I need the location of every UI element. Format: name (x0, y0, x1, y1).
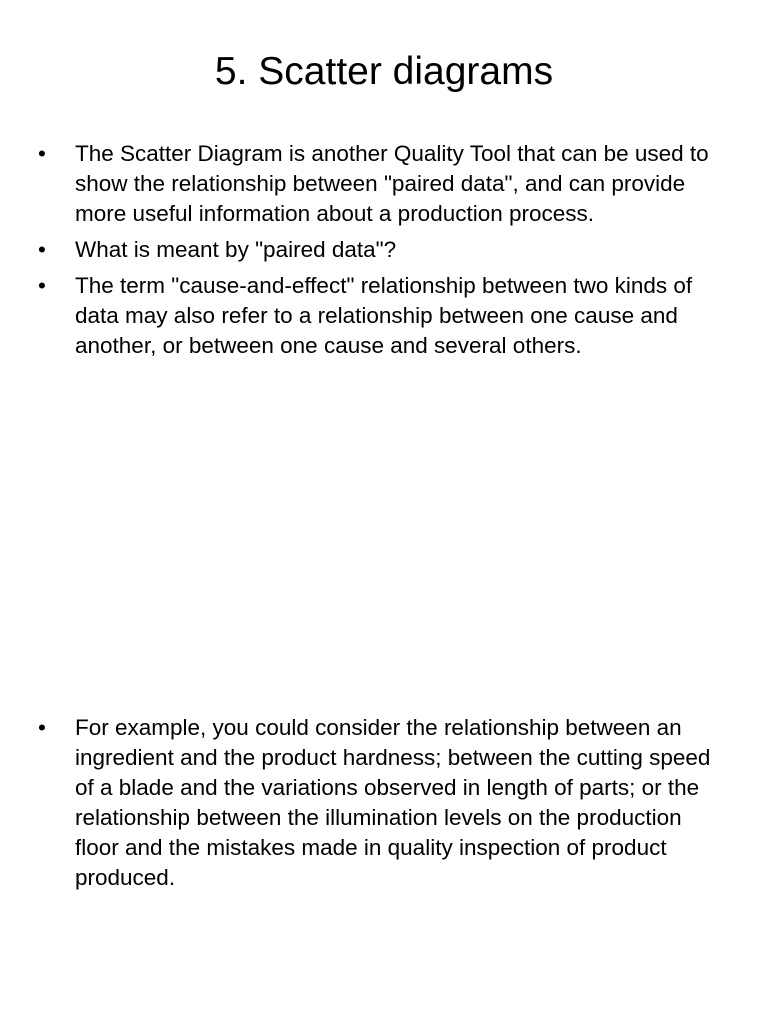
slide-title: 5. Scatter diagrams (214, 50, 554, 93)
bullet-text: The Scatter Diagram is another Quality Tool that can be used to show the relationship between "paired data", and can provide more useful information about a production process. (75, 141, 709, 226)
bullet-item (38, 713, 728, 893)
bullet-list-bottom (38, 713, 728, 899)
bullet-text: For example, you could consider the relationship between an ingredient and the product hardness; between the cutting speed of a blade and the variations observed in length of parts; or the relationship between the illumination levels on the production floor and the mistakes made in quality inspection of product produced. (75, 715, 711, 890)
bullet-icon: • (38, 715, 46, 740)
bullet-item (38, 235, 728, 265)
bullet-list-top (38, 139, 728, 367)
bullet-icon: • (38, 273, 46, 298)
bullet-icon: • (38, 237, 46, 262)
bullet-item (38, 139, 728, 229)
bullet-text: The term "cause-and-effect" relationship between two kinds of data may also refer to a relationship between one cause and another, or between one cause and several others. (75, 273, 693, 358)
bullet-item (38, 271, 728, 361)
bullet-icon: • (38, 141, 46, 166)
bullet-text: What is meant by "paired data"? (75, 237, 397, 262)
